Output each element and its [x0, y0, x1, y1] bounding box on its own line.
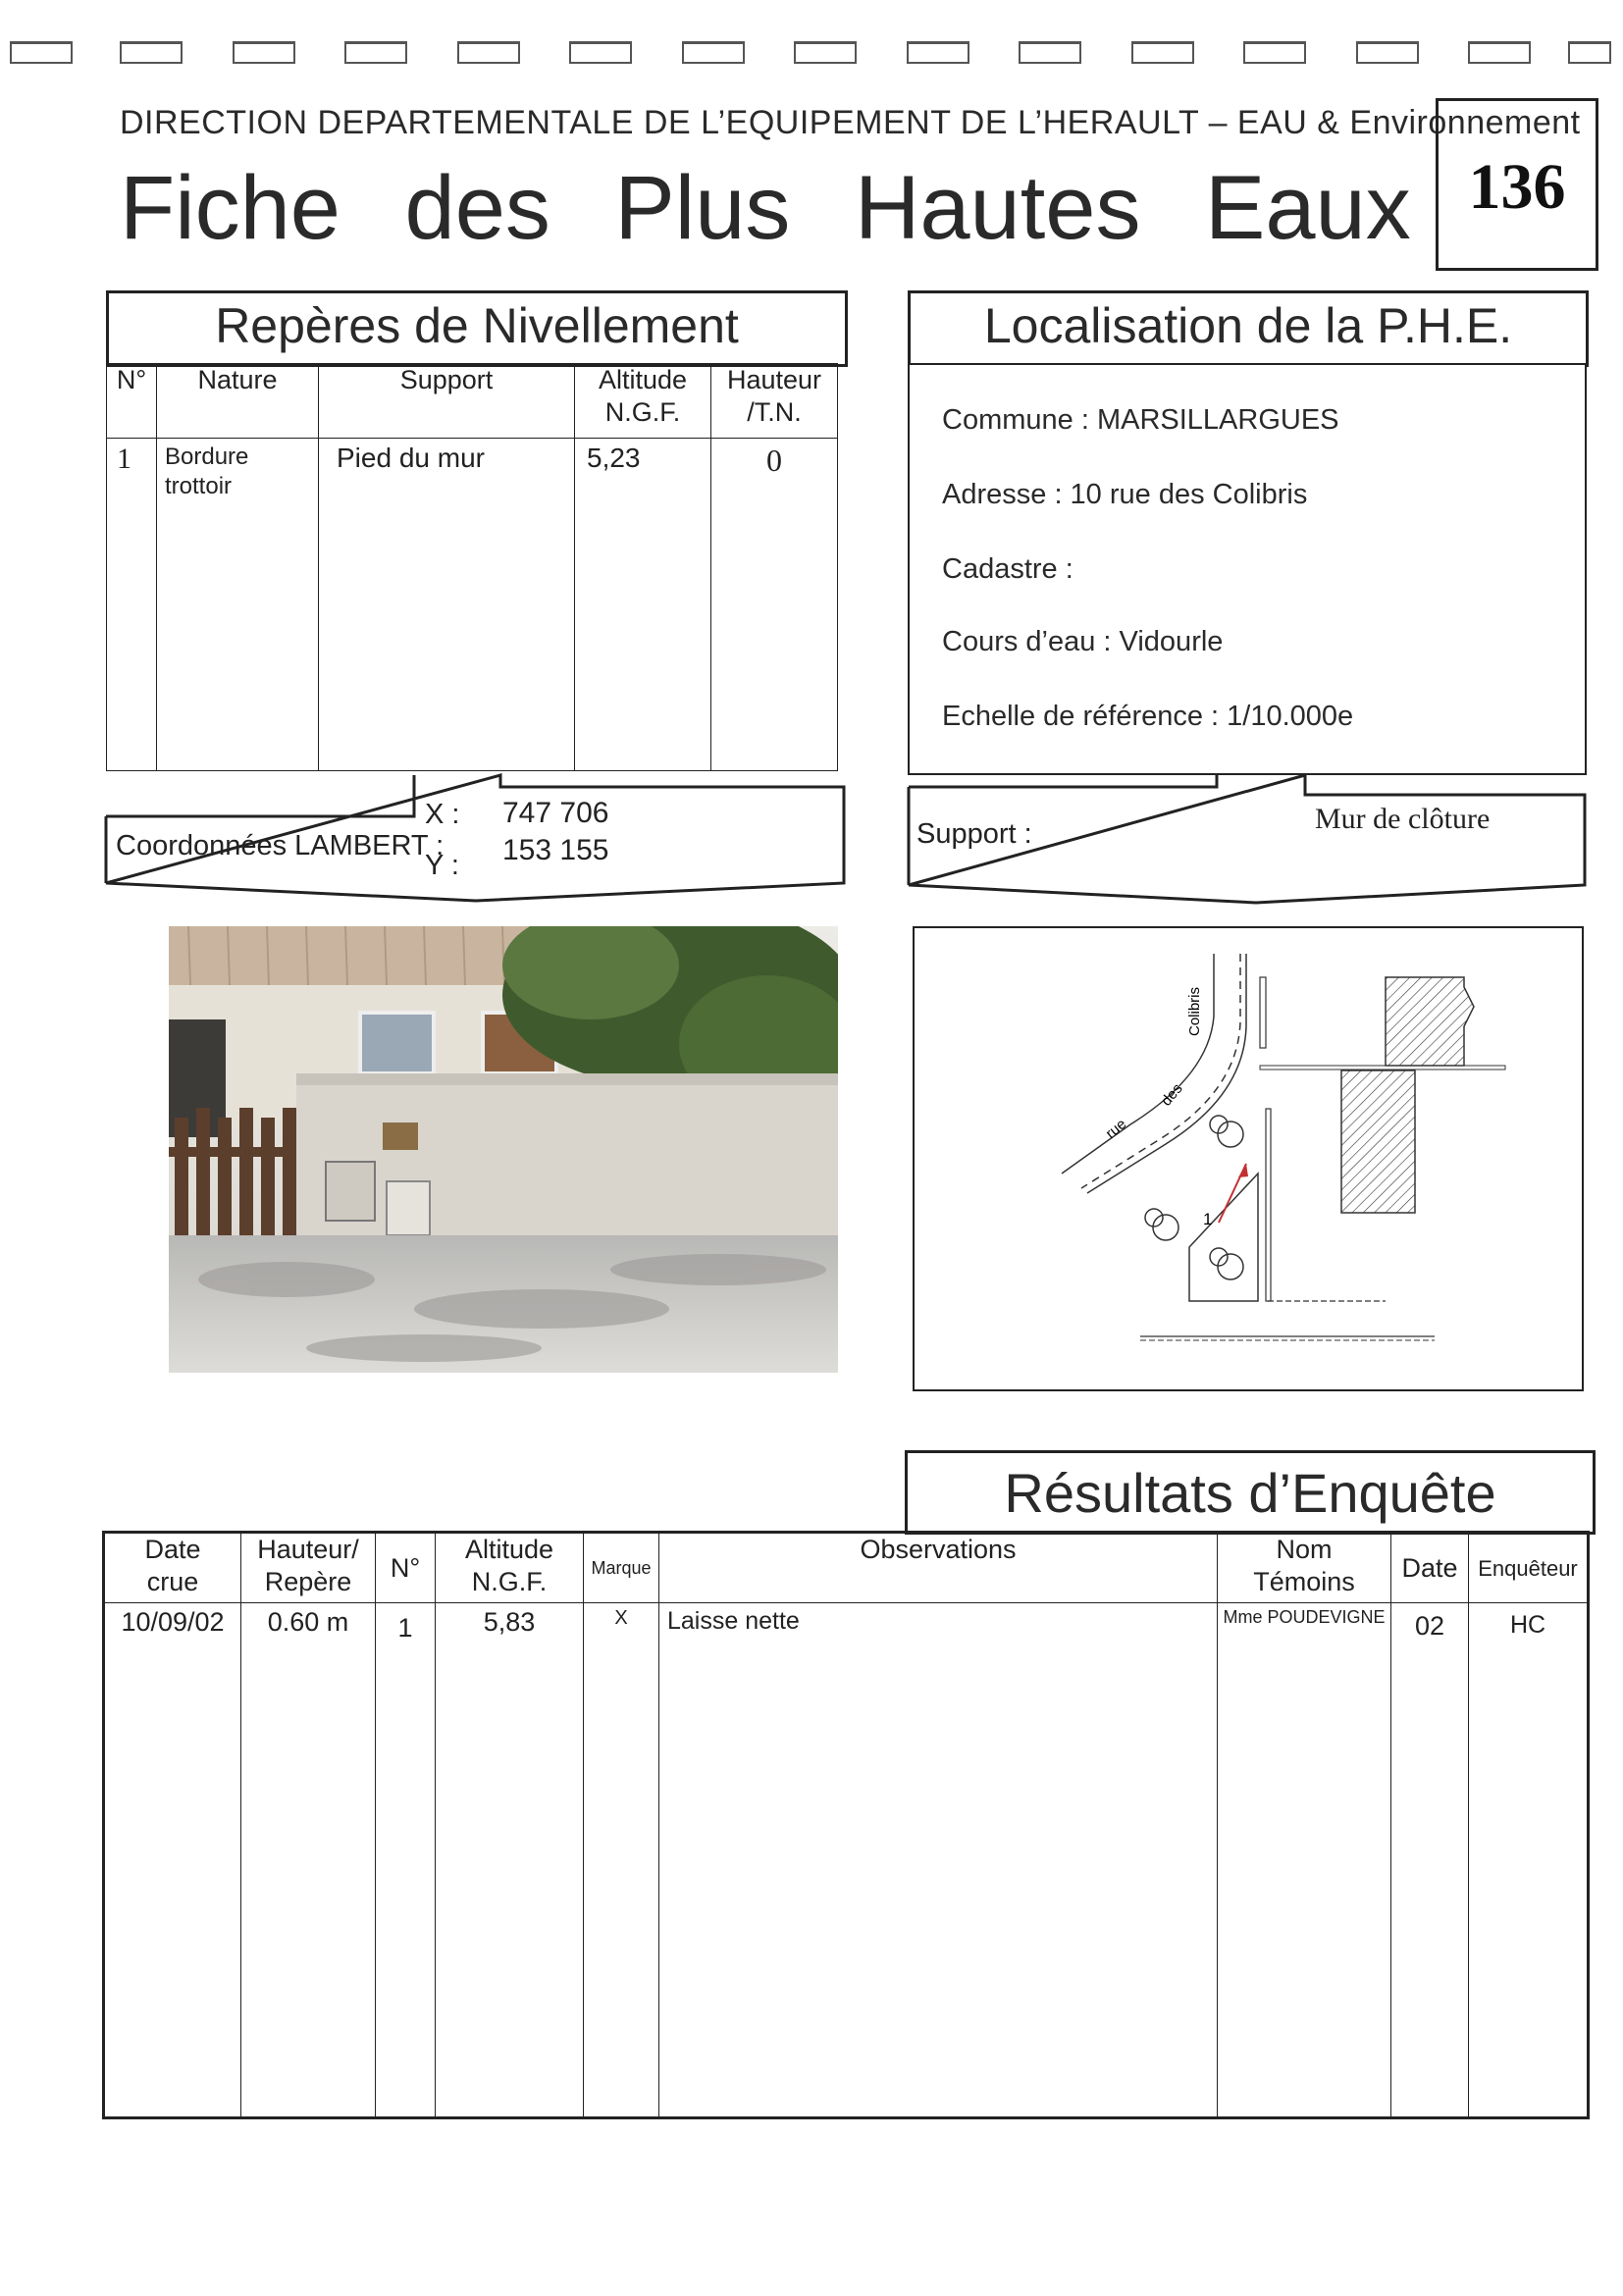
binder-hole: [1468, 41, 1531, 64]
coordonnees-x-value: 747 706: [502, 797, 609, 829]
resultats-col-altitude: Altitude N.G.F.: [436, 1533, 584, 1603]
reperes-col-support: Support: [319, 364, 575, 439]
resultats-cell-date: 02: [1391, 1603, 1469, 2118]
fiche-number: 136: [1468, 151, 1566, 223]
resultats-table: [102, 1531, 1590, 2119]
resultats-title-box: [905, 1450, 1596, 1535]
coordonnees-label: Coordonnées LAMBERT :: [116, 830, 445, 861]
resultats-col-no: N°: [376, 1533, 436, 1603]
resultats-cell-observations: Laisse nette: [659, 1603, 1218, 2118]
binder-hole: [344, 41, 407, 64]
localisation-adresse: Adresse : 10 rue des Colibris: [942, 479, 1308, 510]
reperes-title: Repères de Nivellement: [215, 298, 739, 353]
reperes-col-hauteur: Hauteur /T.N.: [711, 364, 838, 439]
plan-label-rue: rue: [1102, 1116, 1130, 1143]
localisation-echelle: Echelle de référence : 1/10.000e: [942, 701, 1354, 732]
resultats-cell-temoin: Mme POUDEVIGNE: [1218, 1603, 1391, 2118]
resultats-col-observations: Observations: [659, 1533, 1218, 1603]
binder-hole: [1019, 41, 1081, 64]
binder-hole: [1568, 41, 1611, 64]
support-value: Mur de clôture: [1315, 803, 1491, 835]
reperes-cell-nature: Bordure trottoir: [157, 439, 319, 771]
binder-hole: [10, 41, 73, 64]
localisation-cadastre: Cadastre :: [942, 553, 1073, 585]
coordonnees-y-label: Y :: [425, 850, 459, 881]
resultats-col-hauteur: Hauteur/ Repère: [241, 1533, 376, 1603]
resultats-col-marque: Marque: [584, 1533, 659, 1603]
binder-hole: [120, 41, 183, 64]
binder-hole: [1243, 41, 1306, 64]
localisation-cours-eau: Cours d’eau : Vidourle: [942, 626, 1224, 657]
reperes-cell-hauteur: 0: [711, 439, 838, 771]
table-row: [107, 439, 838, 771]
reperes-col-altitude: Altitude N.G.F.: [575, 364, 711, 439]
reperes-cell-no: 1: [107, 439, 157, 771]
table-row: [104, 1603, 1589, 2118]
reperes-title-box: [106, 290, 848, 367]
binder-hole: [457, 41, 520, 64]
resultats-cell-altitude: 5,83: [436, 1603, 584, 2118]
plan-label-des: des: [1158, 1080, 1186, 1110]
binder-hole: [233, 41, 295, 64]
binder-hole: [794, 41, 857, 64]
plan-label-colibris: Colibris: [1186, 986, 1203, 1036]
coordonnees-x-label: X :: [425, 799, 460, 830]
site-plan: [915, 928, 1578, 1385]
resultats-cell-date-crue: 10/09/02: [104, 1603, 241, 2118]
binder-hole: [682, 41, 745, 64]
binder-hole: [1356, 41, 1419, 64]
coordonnees-y-value: 153 155: [502, 834, 609, 866]
reperes-col-no: N°: [107, 364, 157, 439]
resultats-cell-hauteur: 0.60 m: [241, 1603, 376, 2118]
page-title: Fiche des Plus Hautes Eaux: [120, 158, 1411, 258]
resultats-cell-enqueteur: HC: [1469, 1603, 1589, 2118]
binder-hole: [907, 41, 969, 64]
binder-hole: [1131, 41, 1194, 64]
resultats-col-date-crue: Date crue: [104, 1533, 241, 1603]
resultats-col-enqueteur: Enquêteur: [1469, 1533, 1589, 1603]
resultats-col-date: Date: [1391, 1533, 1469, 1603]
resultats-cell-no: 1: [376, 1603, 436, 2118]
localisation-title: Localisation de la P.H.E.: [983, 298, 1513, 353]
fiche-number-box: [1436, 98, 1598, 271]
binder-hole: [569, 41, 632, 64]
resultats-col-temoins: Nom Témoins: [1218, 1533, 1391, 1603]
resultats-cell-marque: X: [584, 1603, 659, 2118]
localisation-commune: Commune : MARSILLARGUES: [942, 404, 1339, 436]
reperes-col-nature: Nature: [157, 364, 319, 439]
resultats-title: Résultats d’Enquête: [1004, 1462, 1496, 1524]
site-photo: [169, 926, 838, 1373]
plan-marker-label: 1: [1203, 1210, 1213, 1228]
reperes-cell-support: Pied du mur: [319, 439, 575, 771]
header-direction: DIRECTION DEPARTEMENTALE DE L’EQUIPEMENT DE L’HERAULT – EAU & Environnement: [120, 104, 1581, 141]
localisation-title-box: [908, 290, 1589, 367]
reperes-table: [106, 363, 838, 771]
support-label: Support :: [916, 818, 1032, 850]
reperes-cell-altitude: 5,23: [575, 439, 711, 771]
